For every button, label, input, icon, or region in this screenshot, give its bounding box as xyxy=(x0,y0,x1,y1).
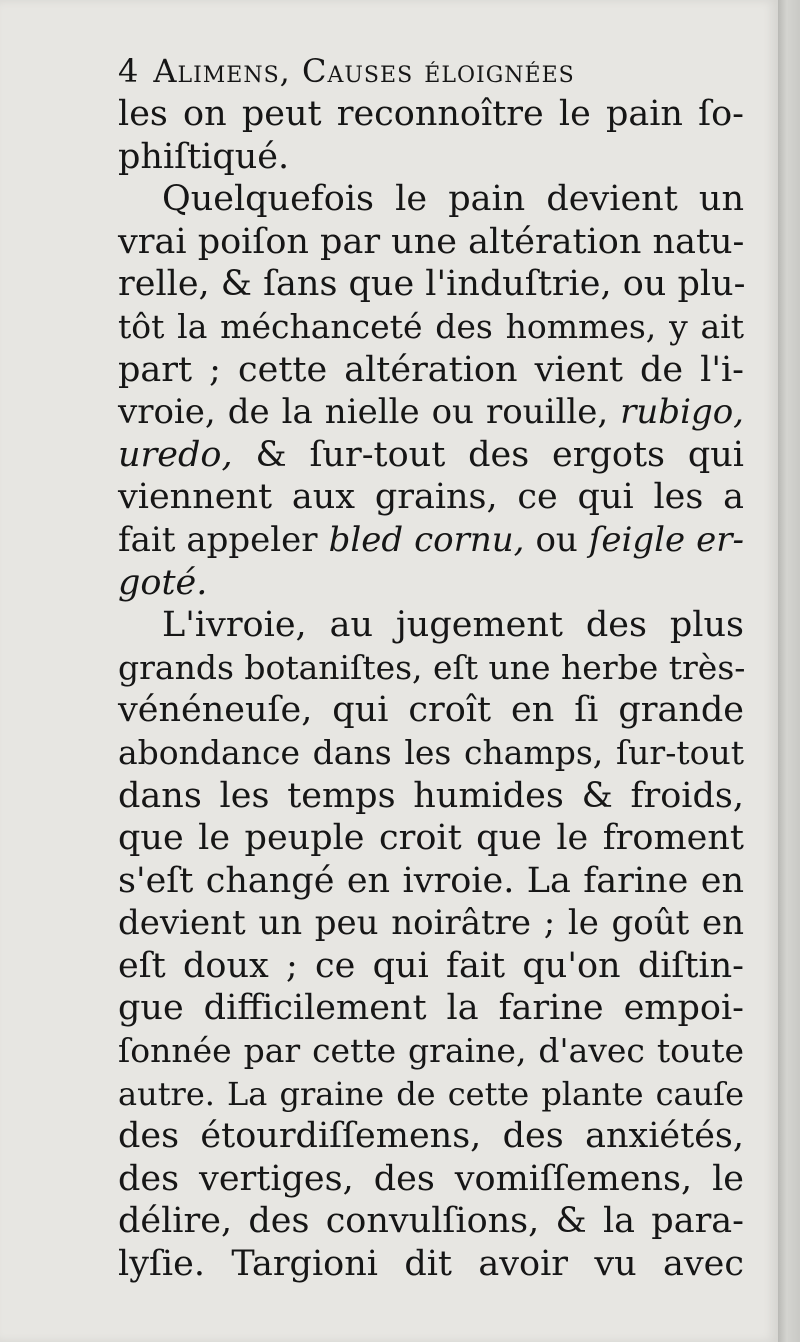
text-line xyxy=(118,434,744,477)
italic-term: ſeigle er- xyxy=(588,519,745,560)
text-segment: fait appeler xyxy=(118,519,318,560)
italic-term: rubigo, xyxy=(620,392,744,433)
text-line: viennent aux grains, ce qui les a xyxy=(118,477,744,518)
text-line: L'ivroie, au jugement des plus xyxy=(162,605,744,646)
text-segment: vroie, de la nielle ou rouille, xyxy=(118,392,609,433)
text-segment: ou xyxy=(535,519,578,560)
running-header xyxy=(118,50,744,93)
text-line xyxy=(118,391,744,434)
text-line: autre. La graine de cette plante cauſe xyxy=(118,1074,744,1113)
text-line: gue difficilement la farine empoi- xyxy=(118,988,744,1029)
running-title: Alimens, Causes éloignées xyxy=(153,52,575,90)
text-line: eſt doux ; ce qui fait qu'on diſtin- xyxy=(118,945,744,986)
text-line: phiſtiqué. xyxy=(118,136,290,177)
text-line: des vertiges, des vomiſſemens, le xyxy=(118,1158,744,1199)
italic-term: bled cornu, xyxy=(328,519,525,560)
italic-term: uredo, xyxy=(118,434,233,475)
text-segment: & ſur-tout des ergots qui xyxy=(255,434,744,475)
text-line: tôt la méchanceté des hommes, y ait xyxy=(118,306,744,346)
text-line: abondance dans les champs, ſur-tout xyxy=(118,732,744,772)
text-line: délire, des convulſions, & la para- xyxy=(118,1201,744,1242)
text-line: Quelquefois le pain devient un xyxy=(162,179,744,220)
text-line: part ; cette altération vient de l'i- xyxy=(118,349,744,390)
text-line: vénéneuſe, qui croît en ſi grande xyxy=(118,690,744,731)
text-line: lyſie. Targioni dit avoir vu avec xyxy=(118,1244,744,1285)
page-edge xyxy=(778,0,800,1342)
text-line xyxy=(118,519,744,562)
text-line: que le peuple croit que le froment xyxy=(118,818,744,859)
text-line: ſonnée par cette graine, d'avec toute xyxy=(118,1031,744,1071)
text-line: devient un peu noirâtre ; le goût en xyxy=(118,903,744,944)
text-line: goté. xyxy=(118,562,208,603)
page-number: 4 xyxy=(118,52,140,90)
text-line: dans les temps humides & froids, xyxy=(118,775,744,816)
page-text xyxy=(118,50,744,1286)
text-line: des étourdiſſemens, des anxiétés, xyxy=(118,1116,744,1157)
text-line: relle, & ſans que l'induſtrie, ou plu- xyxy=(118,264,746,305)
text-line: vrai poiſon par une altération natu- xyxy=(118,221,745,262)
text-line: grands botaniſtes, eſt une herbe très- xyxy=(118,647,746,687)
text-line: les on peut reconnoître le pain ſo- xyxy=(118,94,744,134)
text-line: s'eſt changé en ivroie. La farine en xyxy=(118,860,744,901)
